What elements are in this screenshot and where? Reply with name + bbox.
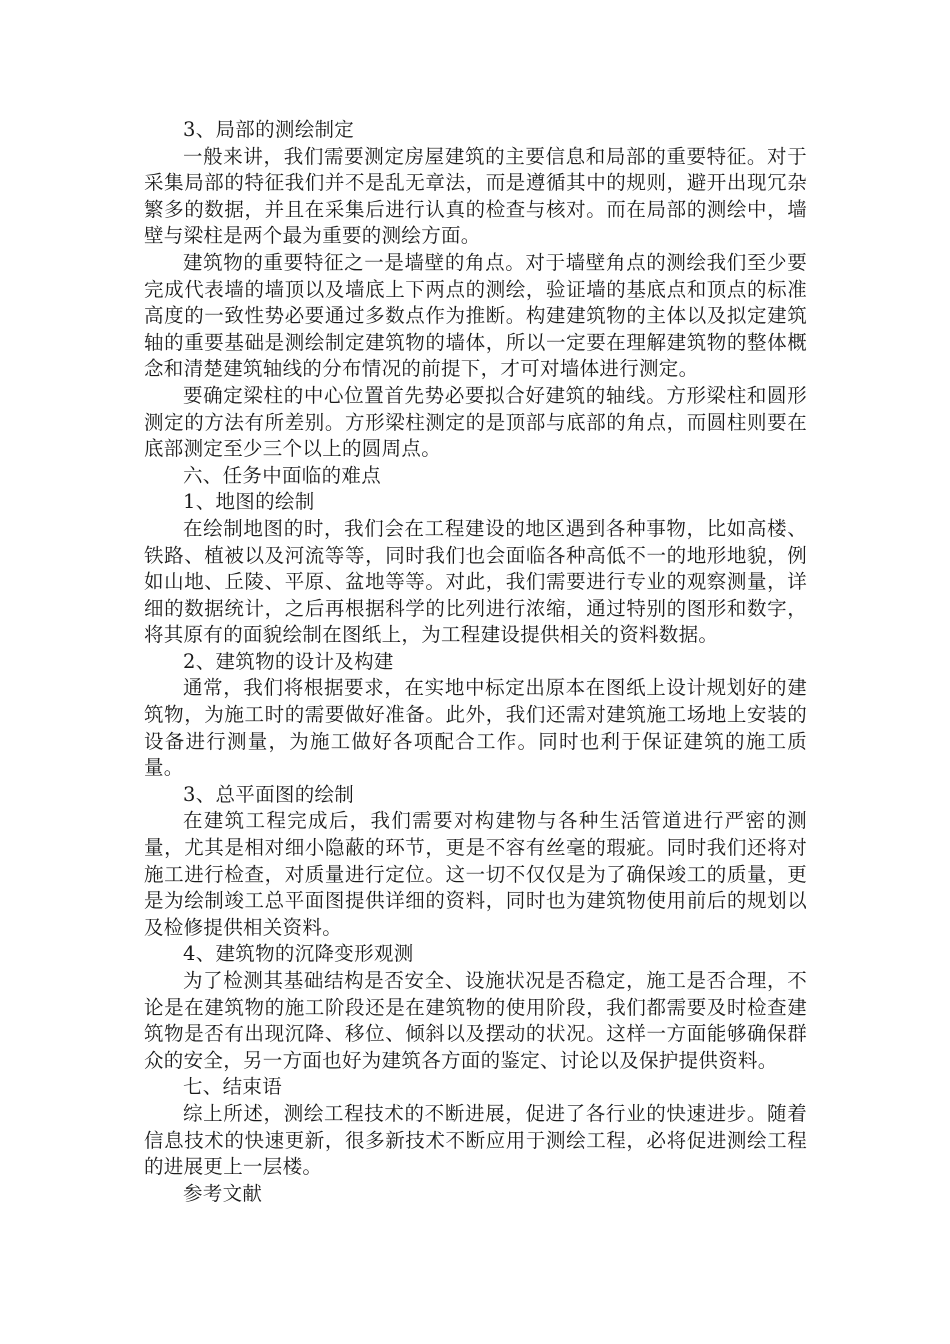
body-paragraph: 综上所述，测绘工程技术的不断进展，促进了各行业的快速进步。随着信息技术的快速更新，很多新技术不断应用于测绘工程，必将促进测绘工程的进展更上一层楼。 (144, 1101, 807, 1179)
subsection-heading-site-plan: 3、总平面图的绘制 (183, 782, 355, 806)
references-heading: 参考文献 (183, 1181, 263, 1205)
subsection-heading-building-design: 2、建筑物的设计及构建 (183, 649, 394, 673)
body-paragraph: 建筑物的重要特征之一是墙壁的角点。对于墙壁角点的测绘我们至少要完成代表墙的墙顶以及墙底上下两点的测绘，验证墙的基底点和顶点的标准高度的一致性势必要通过多数点作为推断。构建建筑物的主体以及拟定建筑轴的重要基础是测绘制定建筑物的墙体，所以一定要在理解建筑物的整体概念和清楚建筑轴线的分布情况的前提下，才可对墙体进行测定。 (144, 250, 807, 381)
body-paragraph: 在建筑工程完成后，我们需要对构建物与各种生活管道进行严密的测量，尤其是相对细小隐蔽的环节，更是不容有丝毫的瑕疵。同时我们还将对施工进行检查，对质量进行定位。这一切不仅仅是为了确保竣工的质量，更是为绘制竣工总平面图提供详细的资料，同时也为建筑物使用前后的规划以及检修提供相关资料。 (144, 809, 807, 939)
section-heading-conclusion: 七、结束语 (183, 1075, 283, 1099)
subsection-heading-map-drawing: 1、地图的绘制 (183, 490, 315, 514)
section-heading-difficulties: 六、任务中面临的难点 (183, 463, 382, 487)
body-paragraph: 通常，我们将根据要求，在实地中标定出原本在图纸上设计规划好的建筑物，为施工时的需要做好准备。此外，我们还需对建筑施工场地上安装的设备进行测量，为施工做好各项配合工作。同时也利于保证建筑的施工质量。 (144, 676, 807, 780)
section-heading-local-survey: 3、局部的测绘制定 (183, 118, 355, 141)
document-body (144, 117, 807, 1207)
body-paragraph: 要确定梁柱的中心位置首先势必要拟合好建筑的轴线。方形梁柱和圆形测定的方法有所差别。方形梁柱测定的是顶部与底部的角点，而圆柱则要在底部测定至少三个以上的圆周点。 (144, 383, 807, 461)
body-paragraph: 一般来讲，我们需要测定房屋建筑的主要信息和局部的重要特征。对于采集局部的特征我们并不是乱无章法，而是遵循其中的规则，避开出现冗杂繁多的数据，并且在采集后进行认真的检查与核对。而在局部的测绘中，墙壁与梁柱是两个最为重要的测绘方面。 (144, 144, 807, 248)
subsection-heading-settlement-observation: 4、建筑物的沉降变形观测 (183, 942, 414, 966)
body-paragraph: 在绘制地图的时，我们会在工程建设的地区遇到各种事物，比如高楼、铁路、植被以及河流等等，同时我们也会面临各种高低不一的地形地貌，例如山地、丘陵、平原、盆地等等。对此，我们需要进行专业的观察测量，详细的数据统计，之后再根据科学的比列进行浓缩，通过特别的图形和数字，将其原有的面貌绘制在图纸上，为工程建设提供相关的资料数据。 (144, 516, 807, 647)
body-paragraph: 为了检测其基础结构是否安全、设施状况是否稳定，施工是否合理，不论是在建筑物的施工阶段还是在建筑物的使用阶段，我们都需要及时检查建筑物是否有出现沉降、移位、倾斜以及摆动的状况。这样一方面能够确保群众的安全，另一方面也好为建筑各方面的鉴定、讨论以及保护提供资料。 (144, 969, 807, 1072)
